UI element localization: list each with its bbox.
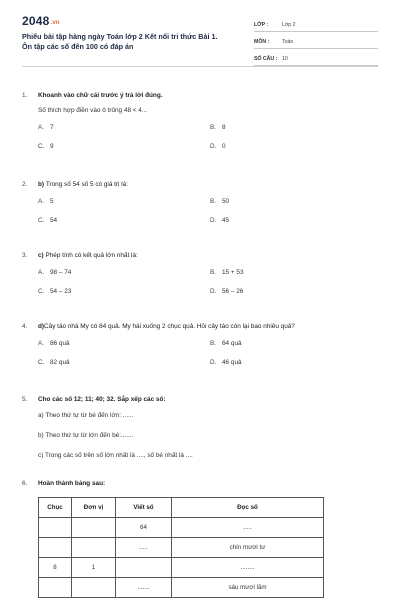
answer-line-c[interactable]: c) Trong các số trên số lớn nhất là ...., số bé nhất là ....	[38, 452, 193, 459]
table-header: Chục	[39, 498, 72, 518]
question-subtext: Số thích hợp điền vào ô trống 48 < 4...	[38, 107, 148, 114]
question-number: 6.	[22, 480, 28, 487]
answer-line-a[interactable]: a) Theo thứ tự từ bé đến lớn: ......	[38, 412, 134, 419]
meta-row-count	[254, 49, 378, 66]
question-number: 3.	[22, 252, 28, 259]
answer-options	[38, 198, 378, 224]
table-row	[39, 578, 324, 598]
option-d[interactable]: D. 0	[210, 143, 226, 150]
question-text: c) Phép tính có kết quả lớn nhất là:	[38, 252, 138, 259]
question-5	[22, 396, 378, 459]
table-cell[interactable]: 1	[72, 558, 116, 578]
header-divider	[22, 66, 378, 67]
table-header-row	[39, 498, 324, 518]
number-table	[38, 497, 324, 598]
meta-value: 10	[282, 56, 288, 62]
answer-line-b[interactable]: b) Theo thứ tự từ lớn đến bé:.......	[38, 432, 134, 439]
table-cell[interactable]: .......	[116, 578, 172, 598]
table-header: Đọc số	[172, 498, 324, 518]
option-c[interactable]: C. 54 – 23	[38, 288, 72, 295]
meta-key: MÔN :	[254, 39, 270, 45]
option-d[interactable]: D. 56 – 26	[210, 288, 244, 295]
question-number: 5.	[22, 396, 28, 403]
table-cell[interactable]: .....	[116, 538, 172, 558]
option-a[interactable]: A. 98 – 74	[38, 269, 72, 276]
option-a[interactable]: A. 7	[38, 124, 54, 131]
option-c[interactable]: C. 54	[38, 217, 58, 224]
meta-value: Toán	[282, 39, 294, 45]
table-header: Đơn vị	[72, 498, 116, 518]
table-cell[interactable]	[72, 578, 116, 598]
table-cell[interactable]	[39, 518, 72, 538]
answer-options	[38, 269, 378, 295]
logo-text: 2048	[22, 14, 50, 28]
table-row	[39, 558, 324, 578]
table-cell[interactable]: chín mươi tư	[172, 538, 324, 558]
meta-row-subject	[254, 32, 378, 49]
question-1	[22, 92, 378, 150]
table-cell[interactable]	[39, 538, 72, 558]
question-6	[22, 480, 378, 487]
answer-options	[38, 124, 378, 150]
answer-options	[38, 340, 378, 366]
table-row	[39, 518, 324, 538]
option-d[interactable]: D. 45	[210, 217, 230, 224]
question-text: b) Trong số 54 số 5 có giá trị là:	[38, 181, 129, 188]
option-b[interactable]: B. 8	[210, 124, 226, 131]
meta-box	[254, 15, 378, 66]
option-d[interactable]: D. 46 quả	[210, 359, 242, 366]
table-row	[39, 538, 324, 558]
table-cell[interactable]: 8	[39, 558, 72, 578]
table-header: Viết số	[116, 498, 172, 518]
logo-domain: .vn	[50, 20, 60, 26]
title-line-2: Ôn tập các số đến 100 có đáp án	[22, 42, 134, 51]
option-b[interactable]: B. 15 + 53	[210, 269, 244, 276]
question-number: 1.	[22, 92, 28, 99]
worksheet-title	[22, 32, 242, 52]
table-cell[interactable]: 64	[116, 518, 172, 538]
question-3	[22, 252, 378, 295]
question-2	[22, 181, 378, 224]
table-cell[interactable]: .....	[172, 518, 324, 538]
site-logo[interactable]	[22, 14, 60, 28]
table-cell[interactable]	[116, 558, 172, 578]
meta-key: SỐ CÂU :	[254, 56, 278, 62]
question-text: Cho các số 12; 11; 40; 32. Sắp xếp các số:	[38, 396, 166, 403]
option-c[interactable]: C. 9	[38, 143, 54, 150]
option-a[interactable]: A. 5	[38, 198, 54, 205]
meta-key: LỚP :	[254, 22, 269, 28]
option-a[interactable]: A. 86 quả	[38, 340, 70, 347]
option-b[interactable]: B. 50	[210, 198, 230, 205]
question-number: 2.	[22, 181, 28, 188]
table-cell[interactable]	[72, 538, 116, 558]
question-number: 4.	[22, 323, 28, 330]
table-cell[interactable]: ........	[172, 558, 324, 578]
option-c[interactable]: C. 82 quả	[38, 359, 70, 366]
table-cell[interactable]	[72, 518, 116, 538]
option-b[interactable]: B. 64 quả	[210, 340, 242, 347]
question-text: Khoanh vào chữ cái trước ý trả lời đúng.	[38, 92, 163, 99]
meta-value: Lớp 2	[282, 22, 296, 28]
question-text: d)Cây táo nhà My có 84 quả. My hái xuống 2 chục quả. Hỏi cây táo còn lại bao nhiêu quả?	[38, 323, 295, 330]
table-cell[interactable]	[39, 578, 72, 598]
title-line-1: Phiếu bài tập hàng ngày Toán lớp 2 Kết nối tri thức Bài 1.	[22, 32, 218, 41]
table-cell[interactable]: sáu mươi lăm	[172, 578, 324, 598]
question-4	[22, 323, 378, 366]
meta-row-class	[254, 15, 378, 32]
question-text: Hoàn thành bảng sau:	[38, 480, 106, 487]
